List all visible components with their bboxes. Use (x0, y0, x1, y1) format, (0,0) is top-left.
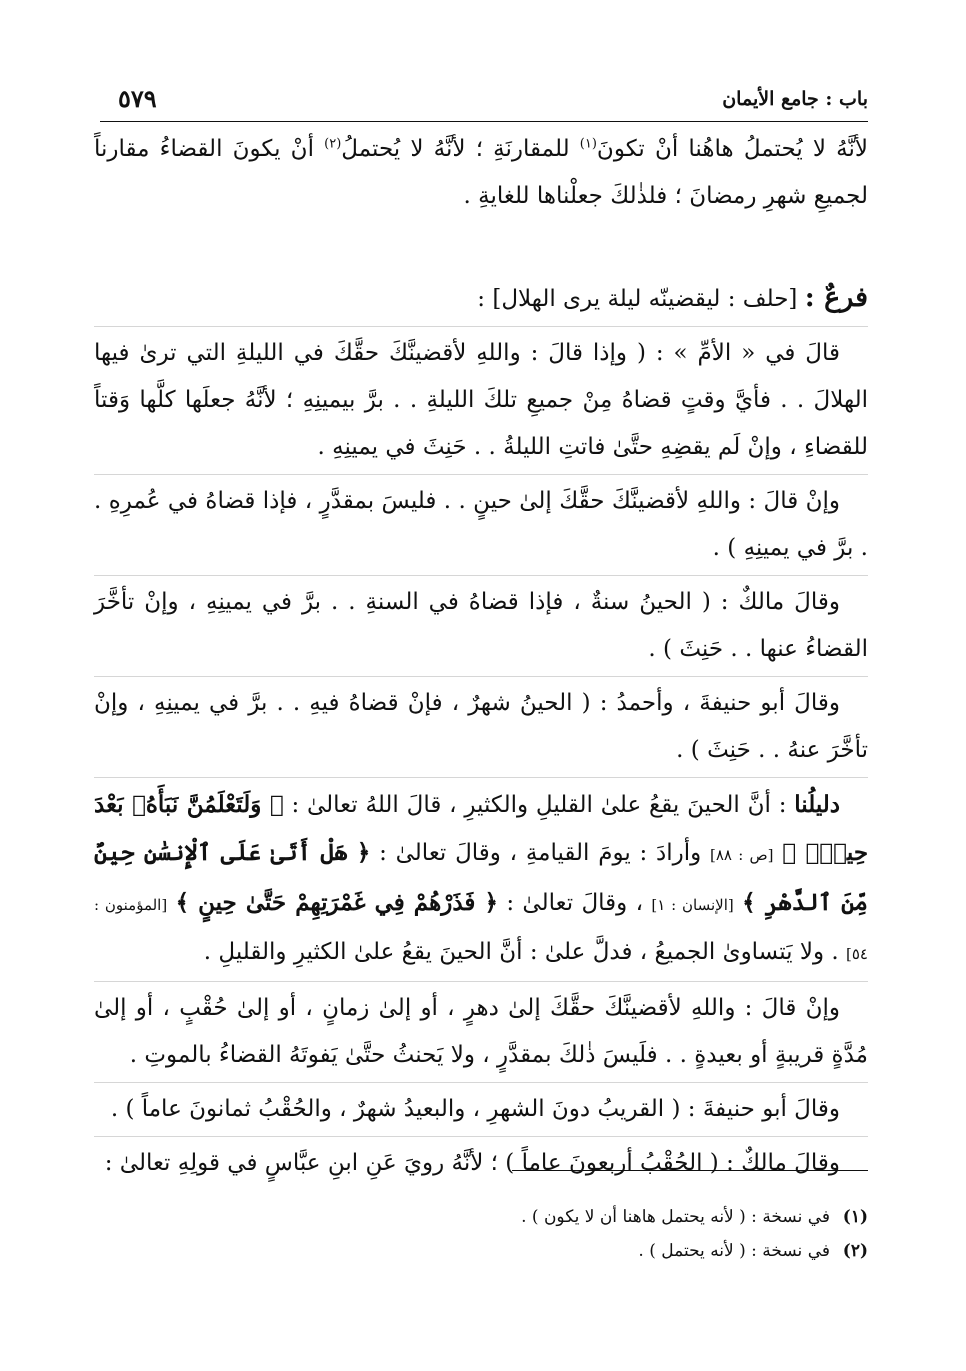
p6-text-1: : أنَّ الحينَ يقعُ علىٰ القليلِ والكثيرِ ، قالَ اللهُ تعالىٰ : (291, 792, 787, 818)
quran-verse-3: ﴿ فَذَرْهُمْ فِي غَمْرَتِهِمْ حَتَّىٰ حِينٍ ﴾ (175, 889, 498, 916)
verse-ref-1: [ص : ٨٨] (710, 846, 774, 864)
p6-text-3: ، وقالَ تعالىٰ : (506, 890, 644, 916)
p1-part-b: للمقارنَةِ ؛ لأنَّهُ لا يُحتملُ (341, 136, 570, 162)
footnote-1-number: (١) (842, 1207, 868, 1227)
page-header (100, 82, 868, 122)
header-rule (100, 121, 868, 122)
paragraph-4: وقالَ مالكٌ : ( الحينُ سنةٌ ، فإذا قضاهُ في السنةِ . . برَّ في يمينِهِ ، وإنْ تأخَّرَ القضاءُ عنها . . حَنِثَ ) . (94, 579, 868, 677)
far-label: فرعٌ : (804, 282, 868, 313)
p1-part-a: لأنَّهُ لا يُحتملُ هاهُنا أنْ تكونَ (596, 136, 869, 162)
footnote-2-number: (٢) (842, 1241, 868, 1261)
paragraph-1 (94, 126, 868, 220)
p6-text-4: . ولا يَتساوىٰ الجميعُ ، فدلَّ علىٰ : أنَّ الحينَ يقعُ علىٰ الكثيرِ والقليلِ . (203, 939, 839, 965)
paragraph-9: وقالَ مالكٌ : ( الحُقْبُ أربعونَ عاماً ) ؛ لأنَّهُ رويَ عَنِ ابنِ عبَّاسٍ في قولِهِ تعالىٰ : (104, 1150, 840, 1176)
main-text (94, 126, 868, 1187)
far-title: [حلف : ليقضينّه ليلة يرى الهلال] : (477, 286, 798, 312)
paragraph-7: وإنْ قالَ : واللهِ لأقضينَّكَ حقَّكَ إلىٰ دهرٍ ، أو إلىٰ زمانٍ ، أو إلىٰ حُقْبٍ ، أو إلىٰ مُدَّةٍ قريبةٍ أو بعيدةٍ . . فلَيسَ ذٰلكَ بمقدَّرٍ ، ولا يَحنثُ حتَّىٰ يَفوتَهُ القضاءُ بالموتِ . (94, 985, 868, 1083)
quran-verse-2: ﴿ هَلْ أَتَىٰ عَلَى ٱلْإِنسَٰنِ حِينٌ مِّنَ ٱلدَّهْرِ ﴾ (94, 839, 869, 916)
quran-verse-1: ﴿ وَلَتَعْلَمُنَّ نَبَأَهُۥ بَعْدَ حِينٍۭ ﴾ (94, 791, 869, 866)
footnote-marker-2: (٢) (324, 136, 342, 152)
footnote-1 (94, 1200, 868, 1234)
verse-ref-2: [الإنسان : ١] (651, 896, 734, 914)
footnote-2-text: في نسخة : ( لأنه يحتمل ) . (638, 1241, 830, 1261)
paragraph-2: قالَ في « الأمِّ » : ( وإذا قالَ : واللهِ لأقضينَّكَ حقَّكَ في الليلةِ التي ترىٰ فيها الهلالَ . . فأيَّ وقتٍ قضاهُ مِنْ جميعِ تلكَ الليلةِ . . برَّ بيمينِهِ ؛ لأنَّهُ جعلَها كلَّها وَقتاً للقضاءِ ، وإنْ لَم يقضِهِ حتَّىٰ فاتتِ الليلةُ . . حَنِثَ في يمينِهِ . (94, 330, 868, 475)
p6-text-2: وأرادَ : يومَ القيامةِ ، وقالَ تعالىٰ : (379, 840, 702, 866)
paragraph-6 (94, 781, 868, 982)
footnote-2 (94, 1234, 868, 1268)
paragraph-3: وإنْ قالَ : واللهِ لأقضينَّكَ حقَّكَ إلىٰ حينٍ . . فليسَ بمقدَّرٍ ، فإذا قضاهُ في عُمرِهِ . . برَّ في يمينِهِ ) . (94, 478, 868, 576)
paragraph-8: وقالَ أبو حنيفةَ : ( القريبُ دونَ الشهرِ ، والبعيدُ شهرٌ ، والحُقْبُ ثمانونَ عاماً ) . (94, 1086, 868, 1137)
chapter-title: باب : جامع الأيمان (722, 88, 868, 110)
page-number: ٥٧٩ (118, 84, 157, 113)
verse-ref-3: [المؤمنون : ٥٤] (94, 896, 868, 963)
footnotes (94, 1200, 868, 1268)
paragraph-5: وقالَ أبو حنيفةَ ، وأحمدُ : ( الحينُ شهرٌ ، فإنْ قضاهُ فيهِ . . برَّ في يمينِهِ ، وإنْ تأخَّرَ عنهُ . . حَنِثَ ) . (94, 680, 868, 778)
p1-part-c: أنْ يكونَ القضاءُ مقارناً لجميعِ شهرِ رمضانَ ؛ فلذٰلكَ جعلْناها للغايةِ . (94, 136, 868, 209)
footnote-rule (512, 1170, 868, 1171)
footnote-1-text: في نسخة : ( لأنه يحتمل هاهنا أن لا يكون ) . (521, 1207, 830, 1227)
argument-label: دليلُنا (794, 791, 841, 818)
subsection-heading (94, 274, 868, 327)
footnote-marker-1: (١) (579, 136, 597, 152)
section-gap (94, 220, 868, 274)
